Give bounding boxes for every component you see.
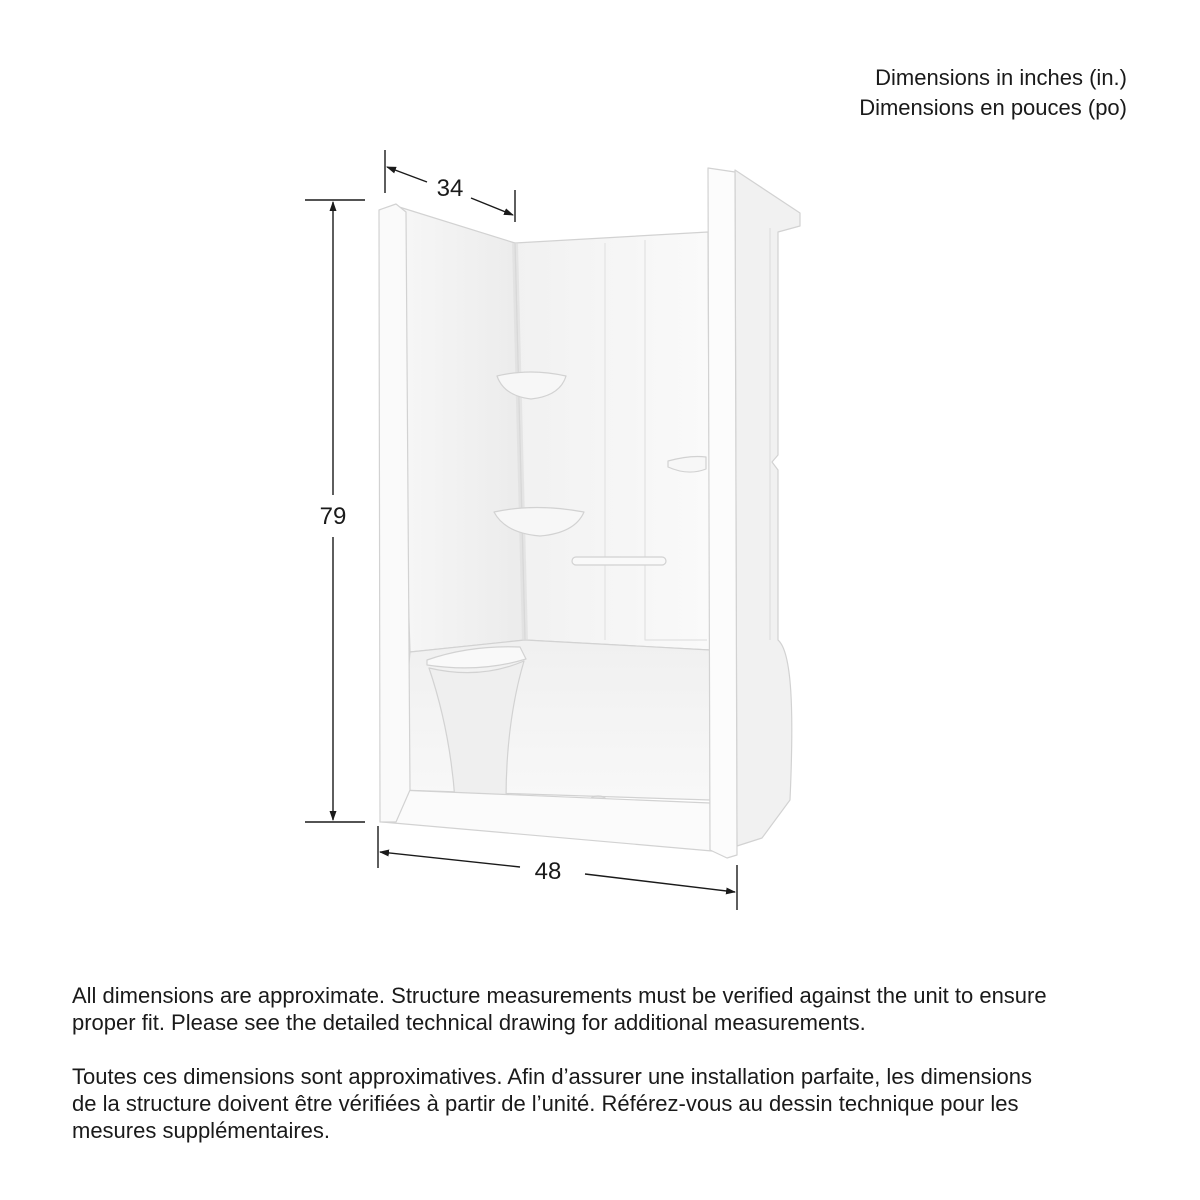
disclaimer-english-line: All dimensions are approximate. Structure measurements must be verified against the unit to ensure xyxy=(72,983,1047,1008)
disclaimer-english-line: proper fit. Please see the detailed technical drawing for additional measurements. xyxy=(72,1010,866,1035)
units-english: Dimensions in inches (in.) xyxy=(875,65,1127,90)
left-wall xyxy=(396,206,525,652)
width-line-left xyxy=(380,852,520,867)
disclaimer-english xyxy=(72,982,1047,1036)
depth-line-left xyxy=(387,167,427,182)
disclaimer-french xyxy=(72,1063,1047,1144)
back-wall xyxy=(515,232,710,650)
depth-label: 34 xyxy=(436,175,464,202)
shower-unit xyxy=(379,168,800,858)
height-label: 79 xyxy=(319,503,347,530)
disclaimer-notes xyxy=(72,982,1047,1144)
depth-line-right xyxy=(471,198,513,215)
disclaimer-french-line: de la structure doivent être vérifiées à partir de l’unité. Référez-vous au dessin technique pour les xyxy=(72,1091,1019,1116)
disclaimer-french-line: Toutes ces dimensions sont approximatives. Afin d’assurer une installation parfaite, les dimensions xyxy=(72,1064,1032,1089)
units-note xyxy=(859,63,1127,123)
disclaimer-french-line: mesures supplémentaires. xyxy=(72,1118,331,1143)
units-french: Dimensions en pouces (po) xyxy=(859,95,1127,120)
width-line-right xyxy=(585,874,735,892)
left-front-edge xyxy=(379,204,410,822)
width-label: 48 xyxy=(534,858,562,885)
right-front-flange xyxy=(708,168,737,858)
base-front-lip xyxy=(382,790,712,851)
grab-bar xyxy=(572,557,666,565)
right-exterior-panel xyxy=(735,170,800,846)
